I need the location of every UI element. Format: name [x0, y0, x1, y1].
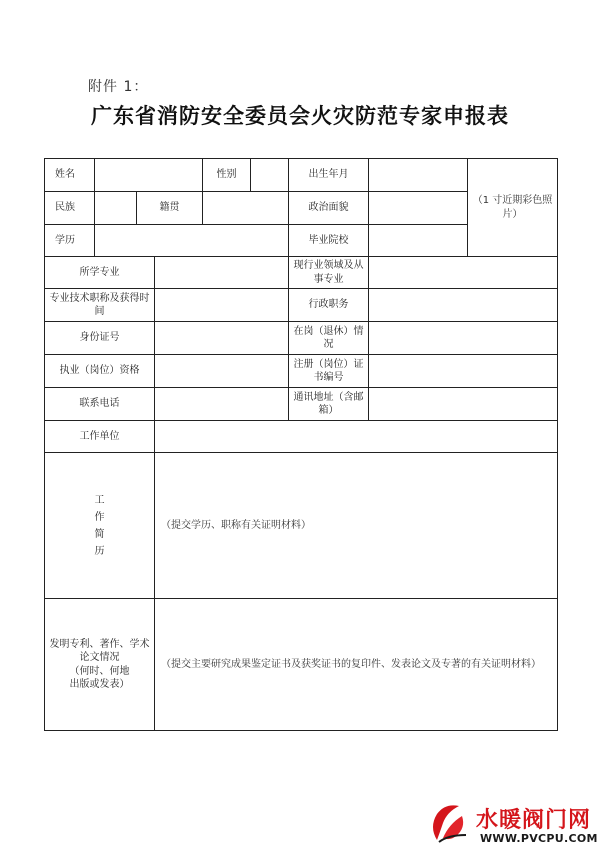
field-employer[interactable]: [155, 421, 558, 453]
work-resume-char: 作: [94, 511, 105, 523]
label-current-field: 现行业领域及从事专业: [289, 257, 369, 289]
row-major: [45, 257, 558, 289]
achievements-label-line: （何时、何地: [69, 665, 130, 677]
work-resume-char: 历: [94, 545, 105, 557]
label-ethnicity: 民族: [45, 192, 95, 225]
row-title: [45, 289, 558, 322]
field-name[interactable]: [95, 159, 203, 192]
label-tech-title: 专业技术职称及获得时间: [45, 289, 155, 322]
row-employer: [45, 421, 558, 453]
achievements-label-line: 发明专利、著作、学术: [49, 638, 150, 650]
field-current-field[interactable]: [369, 257, 558, 289]
label-registration-cert: 注册（岗位）证书编号: [289, 355, 369, 388]
field-ethnicity[interactable]: [95, 192, 137, 225]
field-graduate-school[interactable]: [369, 225, 468, 257]
field-native-place[interactable]: [203, 192, 289, 225]
work-resume-char: 工: [94, 494, 105, 506]
watermark-url: WWW.PVCPU.COM: [480, 832, 598, 845]
row-basic-1: [45, 159, 558, 192]
field-registration-cert[interactable]: [369, 355, 558, 388]
field-admin-post[interactable]: [369, 289, 558, 322]
label-native-place: 籍贯: [137, 192, 203, 225]
label-birth-date: 出生年月: [289, 159, 369, 192]
label-education: 学历: [45, 225, 95, 257]
label-address: 通讯地址（含邮箱）: [289, 388, 369, 421]
photo-hint: （1 寸近期彩色照片）: [472, 195, 553, 220]
label-practice-qualification: 执业（岗位）资格: [45, 355, 155, 388]
achievements-label-line: 出版或发表）: [69, 679, 130, 690]
label-id-number: 身份证号: [45, 322, 155, 355]
attachment-label: 附件 1：: [88, 79, 149, 95]
field-employment-status[interactable]: [369, 322, 558, 355]
field-tech-title[interactable]: [155, 289, 289, 322]
row-work-resume: [45, 453, 558, 599]
site-watermark: [420, 802, 600, 849]
field-id-number[interactable]: [155, 322, 289, 355]
achievements-label-line: 论文情况: [79, 652, 120, 663]
label-admin-post: 行政职务: [289, 289, 369, 322]
watermark-site-name: 水暖阀门网: [476, 808, 592, 833]
label-employment-status: 在岗（退休）情况: [289, 322, 369, 355]
field-address[interactable]: [369, 388, 558, 421]
site-logo-icon: [426, 802, 468, 844]
field-birth-date[interactable]: [369, 159, 468, 192]
achievements-note: （提交主要研究成果鉴定证书及获奖证书的复印件、发表论文及专著的有关证明材料）: [161, 658, 541, 670]
field-gender[interactable]: [251, 159, 289, 192]
field-education[interactable]: [95, 225, 289, 257]
work-resume-vertical-label: [94, 492, 106, 560]
row-id: [45, 322, 558, 355]
field-work-resume[interactable]: [155, 453, 558, 599]
application-form-table: [44, 158, 558, 731]
row-achievements: [45, 599, 558, 731]
field-achievements[interactable]: [155, 599, 558, 731]
label-employer: 工作单位: [45, 421, 155, 453]
row-qualification: [45, 355, 558, 388]
label-political-status: 政治面貌: [289, 192, 369, 225]
label-name: 姓名: [45, 159, 95, 192]
field-phone[interactable]: [155, 388, 289, 421]
form-title: 广东省消防安全委员会火灾防范专家申报表: [91, 104, 509, 128]
field-major[interactable]: [155, 257, 289, 289]
photo-box[interactable]: [468, 159, 558, 257]
label-major: 所学专业: [45, 257, 155, 289]
label-work-resume: [45, 453, 155, 599]
label-gender: 性别: [203, 159, 251, 192]
field-political-status[interactable]: [369, 192, 468, 225]
work-resume-char: 简: [94, 528, 105, 540]
label-achievements: [45, 599, 155, 731]
field-practice-qualification[interactable]: [155, 355, 289, 388]
label-phone: 联系电话: [45, 388, 155, 421]
label-graduate-school: 毕业院校: [289, 225, 369, 257]
row-contact: [45, 388, 558, 421]
work-resume-note: （提交学历、职称有关证明材料）: [161, 519, 311, 531]
